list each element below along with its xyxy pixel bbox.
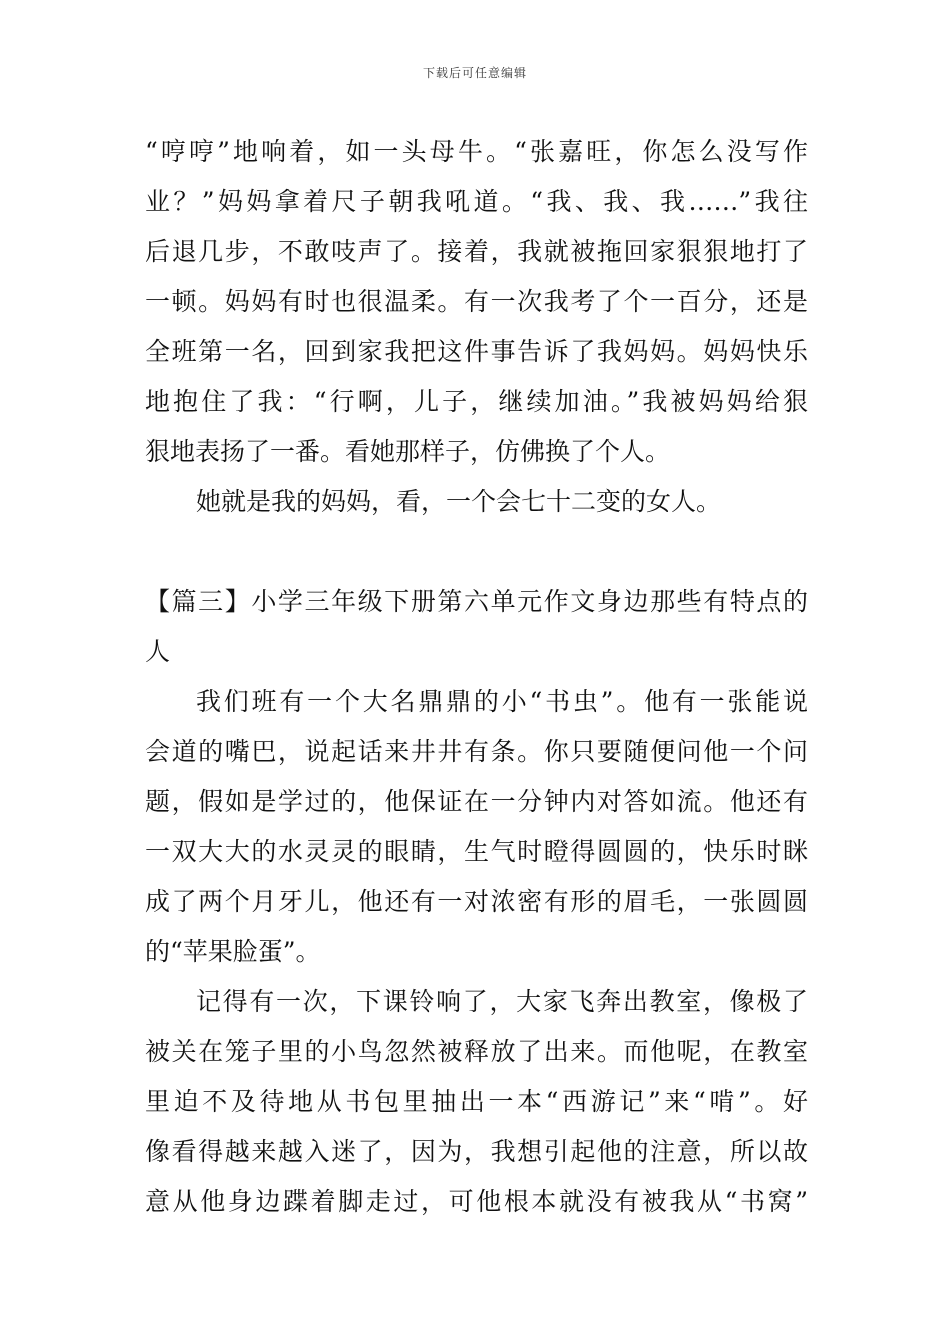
text-line: 意从他身边蹀着脚走过，可他根本就没有被我从“书窝” [145,1187,808,1216]
text-line: 像看得越来越入迷了，因为，我想引起他的注意，所以故 [145,1137,808,1166]
text-line: 我们班有一个大名鼎鼎的小“书虫”。他有一张能说 [196,687,808,716]
heading-line: 【篇三】小学三年级下册第六单元作文身边那些有特点的 [145,587,808,616]
text-line: 后退几步，不敢吱声了。接着，我就被拖回家狠狠地打了 [145,237,808,266]
text-line: 会道的嘴巴，说起话来井井有条。你只要随便问他一个问 [145,737,808,766]
text-line: 地抱住了我：“行啊，儿子，继续加油。”我被妈妈给狠 [145,387,808,416]
text-line: 的“苹果脸蛋”。 [145,937,321,966]
text-line: 成了两个月牙儿，他还有一对浓密有形的眉毛，一张圆圆 [145,887,808,916]
text-line: 被关在笼子里的小鸟忽然被释放了出来。而他呢，在教室 [145,1037,808,1066]
document-body [145,127,808,1227]
paragraph-mother-story [145,127,808,477]
text-line: 她就是我的妈妈，看，一个会七十二变的女人。 [196,487,722,516]
heading-line: 人 [145,637,171,666]
text-line: 业？”妈妈拿着尺子朝我吼道。“我、我、我……”我往 [145,187,808,216]
text-line: 全班第一名，回到家我把这件事告诉了我妈妈。妈妈快乐 [145,337,808,366]
paragraph-conclusion [145,477,808,527]
page-header: 下载后可任意编辑 [422,66,527,80]
section-heading [145,577,808,677]
text-line: 狠地表扬了一番。看她那样子，仿佛换了个人。 [145,437,671,466]
paragraph-bookworm-description [145,677,808,977]
blank-line [145,527,808,577]
text-line: 题，假如是学过的，他保证在一分钟内对答如流。他还有 [145,787,808,816]
text-line: “哼哼”地响着，如一头母牛。“张嘉旺，你怎么没写作 [145,137,808,166]
text-line: 里迫不及待地从书包里抽出一本“西游记”来“啃”。好 [145,1087,808,1116]
text-line: 一顿。妈妈有时也很温柔。有一次我考了个一百分，还是 [145,287,808,316]
text-line: 一双大大的水灵灵的眼睛，生气时瞪得圆圆的，快乐时眯 [145,837,808,866]
text-line: 记得有一次，下课铃响了，大家飞奔出教室，像极了 [196,987,808,1016]
paragraph-bookworm-story [145,977,808,1227]
